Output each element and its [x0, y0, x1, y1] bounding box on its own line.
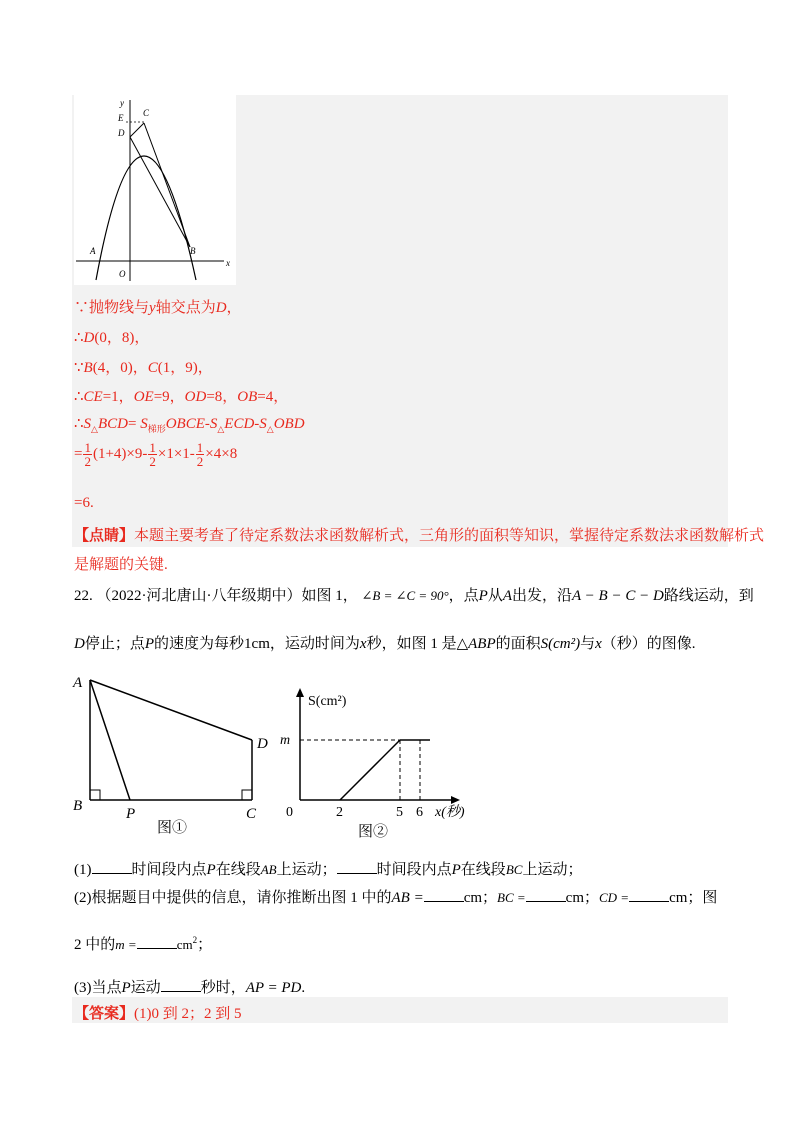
figure-2-caption: 图②	[358, 824, 389, 840]
answer-blank[interactable]	[526, 887, 566, 902]
series-layer	[300, 740, 430, 800]
label-B: B	[73, 798, 83, 814]
solution-line-7: =6.	[74, 495, 94, 511]
label-C: C	[143, 108, 150, 118]
label-A: A	[90, 246, 96, 256]
answer-blank[interactable]	[161, 977, 201, 992]
right-angle-b	[90, 790, 100, 800]
label-D: D	[118, 128, 125, 138]
series-segment	[340, 740, 400, 800]
solution-line-1: ∵抛物线与y轴交点为D，	[74, 300, 242, 316]
label-A: A	[73, 675, 83, 691]
fraction-half-1: $\frac{1}{2}$	[84, 440, 91, 469]
question-22-line-2: D停止；点P的速度为每秒1cm，运动时间为x秒，如图 1 是△ABP的面积S(cm²)与x（秒）的图像.	[74, 636, 696, 652]
x-tick-label: 6	[416, 805, 423, 820]
solution-line-2: ∴D(0，8)，	[74, 330, 150, 346]
label-y: y	[120, 98, 124, 108]
item-2: (2)根据题目中提供的信息，请你推断出图 1 中的AB = cm；BC = cm；CD = cm；图	[74, 886, 717, 907]
figure-2-chart	[278, 686, 478, 840]
solution-line-3: ∵B(4，0)，C(1，9)，	[74, 360, 213, 376]
label-C: C	[246, 806, 257, 822]
label-P: P	[126, 806, 136, 822]
x-axis-label: x(秒)	[435, 805, 465, 820]
figure-1-caption: 图①	[157, 820, 188, 836]
label-O: O	[119, 269, 126, 279]
x-tick-label: 0	[286, 805, 293, 820]
label-D: D	[257, 736, 268, 752]
y-axis-arrow	[296, 688, 304, 697]
item-2-continued: 2 中的$m = cm^2$；	[74, 935, 213, 953]
solution-line-6: = $\frac{1}{2}$ (1+4)×9- $\frac{1}{2}$ ×1×1- $\frac{1}{2}$ ×4×8	[74, 440, 238, 469]
right-angle-c	[242, 790, 252, 800]
x-tick-label: 5	[396, 805, 403, 820]
tick-layer	[286, 805, 423, 820]
item-3: (3)当点P运动 秒时，AP = PD.	[74, 976, 305, 997]
parabola-figure	[74, 95, 236, 285]
answer-blank[interactable]	[137, 934, 177, 949]
x-tick-label: 2	[336, 805, 343, 820]
answer-line: 【答案】(1)0 到 2；2 到 5	[74, 1006, 242, 1022]
fraction-half-2: $\frac{1}{2}$	[149, 440, 156, 469]
segment-ad	[90, 680, 252, 740]
comment-line-1: 【点睛】本题主要考查了待定系数法求函数解析式，三角形的面积等知识，掌握待定系数法求函数解析式	[74, 528, 765, 544]
figure-1-trapezoid	[70, 670, 280, 840]
solution-line-5: $\therefore S_\triangle BCD=$ $S_{梯形}OBCE-S_\triangle ECD-S_\triangle OBD$	[74, 416, 305, 434]
label-B: B	[190, 246, 196, 256]
segment-ap	[90, 680, 130, 800]
label-E: E	[118, 113, 124, 123]
solution-line-4: ∴CE=1，OE=9，OD=8，OB=4，	[74, 389, 289, 405]
question-22-line-1: 22. （2022·河北唐山·八年级期中）如图 1， ∠B = ∠C = 90°，点P从A出发，沿A − B − C − D路线运动，到	[74, 588, 754, 604]
answer-blank[interactable]	[629, 887, 669, 902]
y-tick-m: m	[280, 733, 291, 748]
fraction-half-3: $\frac{1}{2}$	[196, 440, 204, 469]
answer-blank[interactable]	[92, 859, 132, 874]
answer-blank[interactable]	[424, 887, 464, 902]
y-axis-label: S(cm²)	[308, 694, 347, 709]
comment-line-2: 是解题的关键.	[74, 557, 168, 573]
answer-blank[interactable]	[337, 859, 377, 874]
item-1: (1) 时间段内点P在线段AB上运动； 时间段内点P在线段BC上运动；	[74, 858, 582, 879]
x-axis-arrow	[451, 796, 460, 804]
label-x: x	[226, 258, 230, 268]
